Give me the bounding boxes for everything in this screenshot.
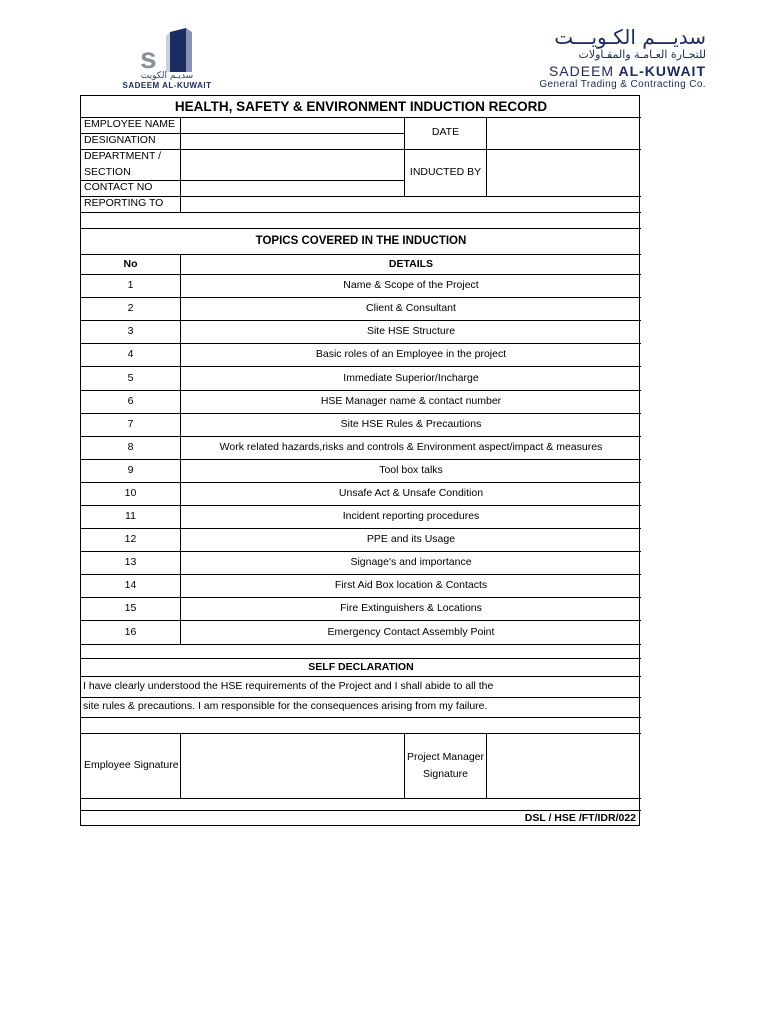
- topic-detail: Work related hazards,risks and controls & Environment aspect/impact & measures: [219, 441, 603, 453]
- logo-arabic-text: سديـم الكويت: [140, 71, 194, 81]
- inducted-by-field[interactable]: [487, 150, 640, 196]
- topic-detail: Site HSE Rules & Precautions: [340, 418, 482, 430]
- form-title: HEALTH, SAFETY & ENVIRONMENT INDUCTION RECORD: [174, 99, 548, 114]
- topics-heading: TOPICS COVERED IN THE INDUCTION: [255, 235, 467, 247]
- document-code: DSL / HSE /FT/IDR/022: [524, 812, 636, 824]
- column-header-details: DETAILS: [388, 258, 434, 270]
- logo-latin-text: SADEEM AL-KUWAIT: [122, 81, 212, 90]
- topic-number: 5: [127, 372, 134, 384]
- column-header-no: No: [123, 258, 138, 270]
- topic-detail: Immediate Superior/Incharge: [343, 372, 479, 384]
- declaration-line-1: I have clearly understood the HSE requirements of the Project and I shall abide to all the: [83, 680, 494, 692]
- topic-detail: Name & Scope of the Project: [343, 279, 479, 291]
- topic-detail: First Aid Box location & Contacts: [334, 579, 488, 591]
- topic-detail: Incident reporting procedures: [342, 510, 480, 522]
- employee-name-label: EMPLOYEE NAME: [84, 118, 176, 130]
- date-label: DATE: [431, 126, 460, 138]
- topic-number: 1: [127, 279, 134, 291]
- contact-no-label: CONTACT NO: [84, 181, 153, 193]
- company-name-part1: SADEEM: [548, 63, 615, 79]
- topic-number: 8: [127, 441, 134, 453]
- topic-number: 7: [127, 418, 134, 430]
- department-label-line2: SECTION: [84, 166, 131, 178]
- company-name-part2: AL-KUWAIT: [618, 63, 706, 79]
- topic-detail: PPE and its Usage: [366, 533, 456, 545]
- topic-number: 10: [124, 487, 137, 499]
- topic-number: 9: [127, 464, 134, 476]
- topic-number: 2: [127, 302, 134, 314]
- designation-field[interactable]: [181, 134, 404, 149]
- topic-detail: Emergency Contact Assembly Point: [327, 626, 495, 638]
- topic-detail: Signage's and importance: [350, 556, 472, 568]
- designation-label: DESIGNATION: [84, 134, 156, 146]
- topic-number: 15: [124, 602, 137, 614]
- department-field[interactable]: [181, 150, 404, 180]
- svg-text:s: s: [140, 42, 157, 72]
- topic-number: 11: [125, 510, 136, 522]
- department-label-line1: DEPARTMENT /: [84, 150, 162, 162]
- declaration-line-2: site rules & precautions. I am responsible for the consequences arising from my failure.: [83, 700, 488, 712]
- topic-detail: Unsafe Act & Unsafe Condition: [338, 487, 484, 499]
- inducted-by-label: INDUCTED BY: [409, 166, 482, 178]
- company-logo-left: [108, 28, 226, 90]
- employee-signature-field[interactable]: [181, 734, 404, 798]
- pm-signature-field[interactable]: [487, 734, 640, 798]
- contact-no-field[interactable]: [181, 181, 404, 196]
- self-declaration-heading: SELF DECLARATION: [308, 661, 414, 673]
- topic-detail: Fire Extinguishers & Locations: [340, 602, 482, 614]
- company-english-name: [470, 63, 706, 79]
- reporting-to-field[interactable]: [181, 197, 640, 212]
- topic-number: 3: [127, 325, 134, 337]
- topic-detail: HSE Manager name & contact number: [320, 395, 502, 407]
- topic-number: 16: [124, 626, 137, 638]
- topic-detail: Tool box talks: [379, 464, 443, 476]
- company-english-subtitle: General Trading & Contracting Co.: [539, 79, 706, 90]
- topic-number: 6: [127, 395, 134, 407]
- company-arabic-subtitle: للتجـارة العـامـة والمقـاولات: [578, 48, 706, 61]
- pm-signature-label-line2: Signature: [423, 768, 468, 780]
- employee-signature-label: Employee Signature: [84, 759, 179, 771]
- company-logo-right: [470, 18, 706, 90]
- topic-number: 12: [124, 533, 137, 545]
- company-arabic-name: سديـــم الكـويـــت: [554, 25, 706, 49]
- topic-number: 13: [124, 556, 137, 568]
- pm-signature-label-line1: Project Manager: [406, 751, 485, 763]
- employee-name-field[interactable]: [181, 118, 404, 133]
- topic-detail: Basic roles of an Employee in the project: [315, 348, 507, 360]
- topic-detail: Site HSE Structure: [366, 325, 456, 337]
- topic-number: 4: [127, 348, 134, 360]
- topic-number: 14: [124, 579, 137, 591]
- topic-detail: Client & Consultant: [366, 302, 456, 314]
- reporting-to-label: REPORTING TO: [84, 197, 164, 209]
- building-logo-icon: [136, 28, 198, 72]
- induction-form: [80, 95, 640, 826]
- date-field[interactable]: [487, 118, 640, 149]
